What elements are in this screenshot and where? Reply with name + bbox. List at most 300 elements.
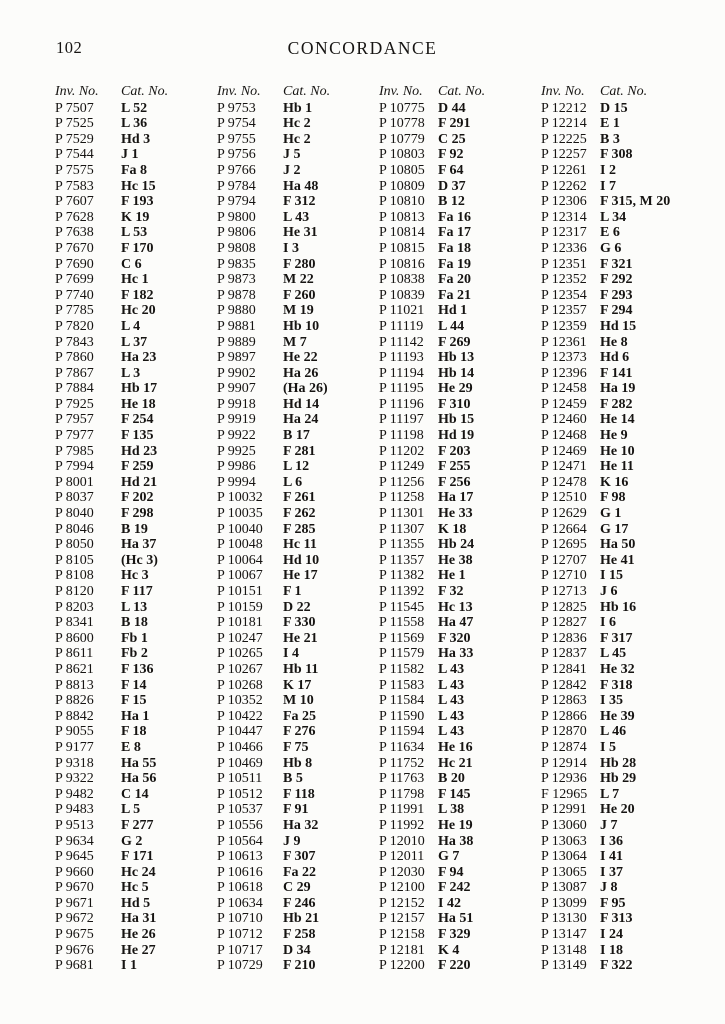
- inv-no: P 10618: [217, 880, 263, 896]
- table-row: [379, 818, 515, 834]
- inv-no: P 9322: [55, 771, 94, 787]
- cat-no: B 12: [438, 194, 465, 210]
- table-row: [541, 802, 677, 818]
- cat-no: F 136: [121, 661, 154, 677]
- cat-no: F 281: [283, 443, 316, 459]
- cat-no: F 171: [121, 849, 154, 865]
- inv-no: P 10511: [217, 771, 263, 787]
- cat-no: I 15: [600, 568, 623, 584]
- inv-no: P 9881: [217, 318, 256, 334]
- table-row: [379, 210, 515, 226]
- cat-no: Ha 51: [438, 911, 474, 927]
- inv-no: P 11583: [379, 677, 425, 693]
- cat-no: F 312: [283, 194, 316, 210]
- cat-no: F 317: [600, 630, 633, 646]
- inv-no: P 8826: [55, 693, 94, 709]
- cat-no: He 8: [600, 334, 628, 350]
- table-column-2: [217, 84, 353, 974]
- cat-no: F 322: [600, 958, 633, 974]
- table-row: [379, 490, 515, 506]
- inv-no: P 12460: [541, 412, 587, 428]
- cat-no-header: Cat. No.: [600, 84, 648, 99]
- inv-no: P 10064: [217, 552, 263, 568]
- table-row: [541, 724, 677, 740]
- inv-no: P 10512: [217, 786, 263, 802]
- cat-no: Hd 6: [600, 350, 630, 366]
- table-row: [541, 412, 677, 428]
- inv-no: P 8621: [55, 661, 94, 677]
- cat-no: M 22: [283, 272, 314, 288]
- cat-no: F 18: [121, 724, 147, 740]
- table-row: [55, 756, 191, 772]
- cat-no: G 7: [438, 849, 460, 865]
- inv-no: P 9681: [55, 958, 94, 974]
- table-row: [217, 459, 353, 475]
- inv-no: P 9907: [217, 381, 256, 397]
- table-row: [541, 958, 677, 974]
- cat-no: F 313: [600, 911, 633, 927]
- inv-no: P 8842: [55, 708, 94, 724]
- cat-no: I 2: [600, 162, 616, 178]
- cat-no: F 202: [121, 490, 154, 506]
- inv-no: P 9878: [217, 287, 256, 303]
- cat-no: B 18: [121, 615, 148, 631]
- inv-no: P 10564: [217, 833, 263, 849]
- cat-no: He 22: [283, 350, 318, 366]
- table-row: [541, 740, 677, 756]
- table-row: [55, 693, 191, 709]
- table-row: [217, 849, 353, 865]
- inv-no: P 11991: [379, 802, 425, 818]
- cat-no: He 18: [121, 396, 156, 412]
- cat-no: E 6: [600, 225, 620, 241]
- inv-no: P 9482: [55, 786, 94, 802]
- table-row: [217, 865, 353, 881]
- table-row: [55, 958, 191, 974]
- cat-no: He 10: [600, 443, 635, 459]
- table-row: [541, 865, 677, 881]
- cat-no: K 19: [121, 209, 150, 225]
- cat-no: He 26: [121, 927, 156, 943]
- table-row: [541, 319, 677, 335]
- table-row: [217, 724, 353, 740]
- table-column-1: [55, 84, 191, 974]
- inv-no: P 8040: [55, 506, 94, 522]
- inv-no: P 10805: [379, 162, 425, 178]
- cat-no: Ha 24: [283, 412, 319, 428]
- cat-no: L 37: [121, 334, 148, 350]
- table-row: [55, 490, 191, 506]
- inv-no: P 10247: [217, 630, 263, 646]
- table-row: [55, 335, 191, 351]
- cat-no: Hc 21: [438, 755, 473, 771]
- table-row: [55, 802, 191, 818]
- table-row: [379, 771, 515, 787]
- cat-no: L 34: [600, 209, 627, 225]
- inv-no: P 13063: [541, 833, 587, 849]
- table-row: [55, 147, 191, 163]
- table-row: [379, 911, 515, 927]
- table-row: [541, 225, 677, 241]
- inv-no: P 11256: [379, 474, 425, 490]
- column-headers: [55, 84, 191, 100]
- inv-no: P 8108: [55, 568, 94, 584]
- cat-no: L 43: [438, 693, 465, 709]
- inv-no: P 10159: [217, 599, 263, 615]
- inv-no: P 10267: [217, 661, 263, 677]
- cat-no: F 75: [283, 739, 309, 755]
- inv-no: P 8037: [55, 490, 94, 506]
- inv-no: P 12317: [541, 225, 587, 241]
- table-row: [217, 335, 353, 351]
- table-row: [55, 740, 191, 756]
- cat-no: F 298: [121, 506, 154, 522]
- table-row: [55, 288, 191, 304]
- table-row: [217, 147, 353, 163]
- cat-no: He 9: [600, 428, 628, 444]
- inv-no: P 7690: [55, 256, 94, 272]
- cat-no: He 39: [600, 708, 635, 724]
- cat-no: Fa 19: [438, 256, 472, 272]
- table-row: [379, 709, 515, 725]
- inv-no: P 12459: [541, 396, 587, 412]
- inv-no: P 12261: [541, 162, 587, 178]
- inv-no: P 9318: [55, 755, 94, 771]
- inv-no: P 10040: [217, 521, 263, 537]
- table-row: [379, 335, 515, 351]
- inv-no: P 10469: [217, 755, 263, 771]
- cat-no: Hd 5: [121, 895, 151, 911]
- table-row: [379, 194, 515, 210]
- table-row: [217, 257, 353, 273]
- inv-no: P 11301: [379, 506, 425, 522]
- table-row: [217, 319, 353, 335]
- table-row: [217, 693, 353, 709]
- cat-no: K 17: [283, 677, 312, 693]
- cat-no: Hd 14: [283, 396, 320, 412]
- cat-no: F 117: [121, 584, 153, 599]
- inv-no-header: Inv. No.: [379, 84, 423, 99]
- inv-no-header: Inv. No.: [55, 84, 99, 99]
- table-row: [379, 179, 515, 195]
- cat-no: He 19: [438, 817, 473, 833]
- inv-no: P 9755: [217, 131, 256, 147]
- cat-no: M 10: [283, 693, 314, 709]
- table-row: [541, 756, 677, 772]
- table-row: [217, 631, 353, 647]
- inv-no: P 10710: [217, 911, 263, 927]
- cat-no: L 13: [121, 599, 148, 615]
- inv-no: P 11558: [379, 615, 425, 631]
- inv-no: P 10729: [217, 958, 263, 974]
- cat-no: B 20: [438, 771, 465, 787]
- inv-no: P 9766: [217, 162, 256, 178]
- inv-no: P 11193: [379, 350, 424, 366]
- inv-no: P 10151: [217, 584, 263, 599]
- inv-no: P 13064: [541, 849, 587, 865]
- inv-no: P 10814: [379, 225, 425, 241]
- inv-no: P 7507: [55, 100, 94, 116]
- inv-no: P 11119: [379, 318, 424, 334]
- table-row: [379, 537, 515, 553]
- table-row: [55, 381, 191, 397]
- table-row: [217, 615, 353, 631]
- inv-no: P 9835: [217, 256, 256, 272]
- cat-no: F 315, M 20: [600, 194, 671, 210]
- inv-no: P 9986: [217, 459, 256, 475]
- inv-no: P 9784: [217, 178, 256, 194]
- table-row: [541, 210, 677, 226]
- inv-no: P 8611: [55, 646, 94, 662]
- cat-no: L 5: [121, 802, 141, 818]
- table-row: [55, 600, 191, 616]
- table-row: [55, 303, 191, 319]
- table-row: [55, 506, 191, 522]
- concordance-table: [55, 84, 703, 974]
- cat-no: Hc 2: [283, 131, 311, 147]
- table-row: [379, 958, 515, 974]
- table-row: [379, 756, 515, 772]
- inv-no: P 13147: [541, 927, 587, 943]
- inv-no: P 11357: [379, 552, 425, 568]
- table-row: [217, 179, 353, 195]
- inv-no: P 11763: [379, 771, 425, 787]
- inv-no: P 9880: [217, 303, 256, 319]
- inv-no: P 12011: [379, 849, 425, 865]
- cat-no: J 2: [283, 162, 301, 178]
- cat-no: Hc 11: [283, 537, 317, 553]
- table-row: [379, 740, 515, 756]
- cat-no: He 41: [600, 552, 635, 568]
- cat-no: Hd 10: [283, 552, 320, 568]
- inv-no: P 8600: [55, 630, 94, 646]
- cat-no: Hb 1: [283, 100, 313, 116]
- table-row: [541, 553, 677, 569]
- inv-no: P 7925: [55, 396, 94, 412]
- inv-no: P 7977: [55, 428, 94, 444]
- table-row: [541, 896, 677, 912]
- cat-no: Hb 14: [438, 365, 475, 381]
- cat-no: He 32: [600, 661, 635, 677]
- inv-no: P 12030: [379, 864, 425, 880]
- cat-no: He 31: [283, 225, 318, 241]
- inv-no: P 7740: [55, 287, 94, 303]
- table-row: [217, 163, 353, 179]
- inv-no: P 7670: [55, 240, 94, 256]
- table-row: [217, 241, 353, 257]
- inv-no: P 9676: [55, 942, 94, 958]
- table-row: [379, 678, 515, 694]
- cat-no: F 210: [283, 958, 316, 974]
- cat-no: I 41: [600, 849, 623, 865]
- cat-no: Fa 25: [283, 708, 317, 724]
- cat-no: F 135: [121, 428, 154, 444]
- cat-no: F 92: [438, 147, 464, 163]
- inv-no: P 12352: [541, 272, 587, 288]
- cat-no: Hc 24: [121, 864, 156, 880]
- table-row: [55, 522, 191, 538]
- cat-no: F 32: [438, 584, 464, 599]
- cat-no: F 255: [438, 459, 471, 475]
- cat-no: He 21: [283, 630, 318, 646]
- inv-no: P 9994: [217, 474, 256, 490]
- table-row: [541, 834, 677, 850]
- table-row: [541, 381, 677, 397]
- inv-no: P 10265: [217, 646, 263, 662]
- table-row: [55, 834, 191, 850]
- cat-no: Hb 17: [121, 381, 158, 397]
- inv-no: P 9922: [217, 428, 256, 444]
- cat-no: F 145: [438, 786, 471, 802]
- inv-no: P 7699: [55, 272, 94, 288]
- table-row: [541, 257, 677, 273]
- table-row: [217, 288, 353, 304]
- table-row: [217, 381, 353, 397]
- table-row: [55, 179, 191, 195]
- cat-no: Hb 15: [438, 412, 475, 428]
- cat-no: L 6: [283, 474, 303, 490]
- inv-no: P 11196: [379, 396, 424, 412]
- cat-no: Ha 23: [121, 350, 157, 366]
- cat-no: B 19: [121, 521, 148, 537]
- cat-no: F 320: [438, 630, 471, 646]
- inv-no: P 12478: [541, 474, 587, 490]
- table-column-4: [541, 84, 677, 974]
- table-row: [217, 943, 353, 959]
- cat-no: I 4: [283, 646, 299, 662]
- inv-no: P 12713: [541, 584, 587, 599]
- table-row: [379, 272, 515, 288]
- table-row: [217, 428, 353, 444]
- cat-no: L 45: [600, 646, 627, 662]
- inv-no: P 12152: [379, 895, 425, 911]
- cat-no: He 27: [121, 942, 156, 958]
- cat-no: I 7: [600, 178, 616, 194]
- table-row: [541, 132, 677, 148]
- table-row: [379, 787, 515, 803]
- table-row: [55, 584, 191, 600]
- cat-no: L 3: [121, 365, 141, 381]
- inv-no: P 7583: [55, 178, 94, 194]
- cat-no: Ha 32: [283, 817, 319, 833]
- inv-no: P 10422: [217, 708, 263, 724]
- inv-no: P 12306: [541, 194, 587, 210]
- inv-no: P 12212: [541, 100, 587, 116]
- cat-no: He 17: [283, 568, 318, 584]
- table-row: [541, 849, 677, 865]
- inv-no: P 7843: [55, 334, 94, 350]
- cat-no: J 6: [600, 584, 618, 599]
- table-row: [379, 444, 515, 460]
- table-row: [55, 194, 191, 210]
- cat-no: B 3: [600, 131, 620, 147]
- inv-no: P 12257: [541, 147, 587, 163]
- cat-no: F 95: [600, 895, 626, 911]
- inv-no: P 13148: [541, 942, 587, 958]
- table-row: [217, 397, 353, 413]
- inv-no: P 11355: [379, 537, 425, 553]
- table-row: [217, 116, 353, 132]
- inv-no: P 12468: [541, 428, 587, 444]
- inv-no: P 12837: [541, 646, 587, 662]
- table-row: [55, 241, 191, 257]
- cat-no: He 16: [438, 739, 473, 755]
- cat-no: Fa 16: [438, 209, 472, 225]
- table-row: [379, 880, 515, 896]
- cat-no: Hd 19: [438, 428, 475, 444]
- cat-no: G 17: [600, 521, 629, 537]
- inv-no-header: Inv. No.: [217, 84, 261, 99]
- inv-no: P 10616: [217, 864, 263, 880]
- table-row: [541, 568, 677, 584]
- inv-no: P 9873: [217, 272, 256, 288]
- inv-no: P 10712: [217, 927, 263, 943]
- cat-no: Ha 26: [283, 365, 319, 381]
- table-row: [217, 880, 353, 896]
- cat-no: He 29: [438, 381, 473, 397]
- cat-no: He 14: [600, 412, 635, 428]
- inv-no: P 10816: [379, 256, 425, 272]
- table-row: [217, 896, 353, 912]
- inv-no: P 13099: [541, 895, 587, 911]
- cat-no: I 3: [283, 240, 299, 256]
- cat-no-header: Cat. No.: [438, 84, 486, 99]
- table-row: [541, 366, 677, 382]
- table-row: [217, 303, 353, 319]
- table-row: [379, 646, 515, 662]
- table-row: [217, 475, 353, 491]
- table-row: [55, 210, 191, 226]
- cat-no: J 8: [600, 880, 618, 896]
- inv-no: P 12842: [541, 677, 587, 693]
- inv-no: P 12357: [541, 303, 587, 319]
- inv-no: P 12695: [541, 537, 587, 553]
- inv-no: P 11198: [379, 428, 424, 444]
- inv-no: P 11202: [379, 443, 425, 459]
- table-row: [379, 568, 515, 584]
- table-row: [379, 101, 515, 117]
- table-row: [55, 319, 191, 335]
- table-row: [55, 568, 191, 584]
- cat-no: F 1: [283, 584, 302, 599]
- inv-no: P 10048: [217, 537, 263, 553]
- cat-no: B 17: [283, 428, 310, 444]
- inv-no: P 11582: [379, 661, 425, 677]
- table-row: [55, 927, 191, 943]
- table-row: [217, 818, 353, 834]
- cat-no: F 170: [121, 240, 154, 256]
- cat-no: Ha 37: [121, 537, 157, 553]
- inv-no: P 9918: [217, 396, 256, 412]
- table-column-3: [379, 84, 515, 974]
- table-row: [217, 132, 353, 148]
- inv-no: P 10779: [379, 131, 425, 147]
- table-row: [55, 646, 191, 662]
- cat-no: L 38: [438, 802, 465, 818]
- cat-no: (Hc 3): [121, 552, 158, 568]
- inv-no: P 9753: [217, 100, 256, 116]
- inv-no: P 10803: [379, 147, 425, 163]
- table-row: [217, 210, 353, 226]
- cat-no: F 307: [283, 849, 316, 865]
- cat-no: He 11: [600, 459, 634, 475]
- inv-no: P 11307: [379, 521, 425, 537]
- table-row: [541, 272, 677, 288]
- cat-no: J 1: [121, 147, 139, 163]
- inv-no: P 10466: [217, 739, 263, 755]
- inv-no: P 8341: [55, 615, 94, 631]
- table-row: [217, 678, 353, 694]
